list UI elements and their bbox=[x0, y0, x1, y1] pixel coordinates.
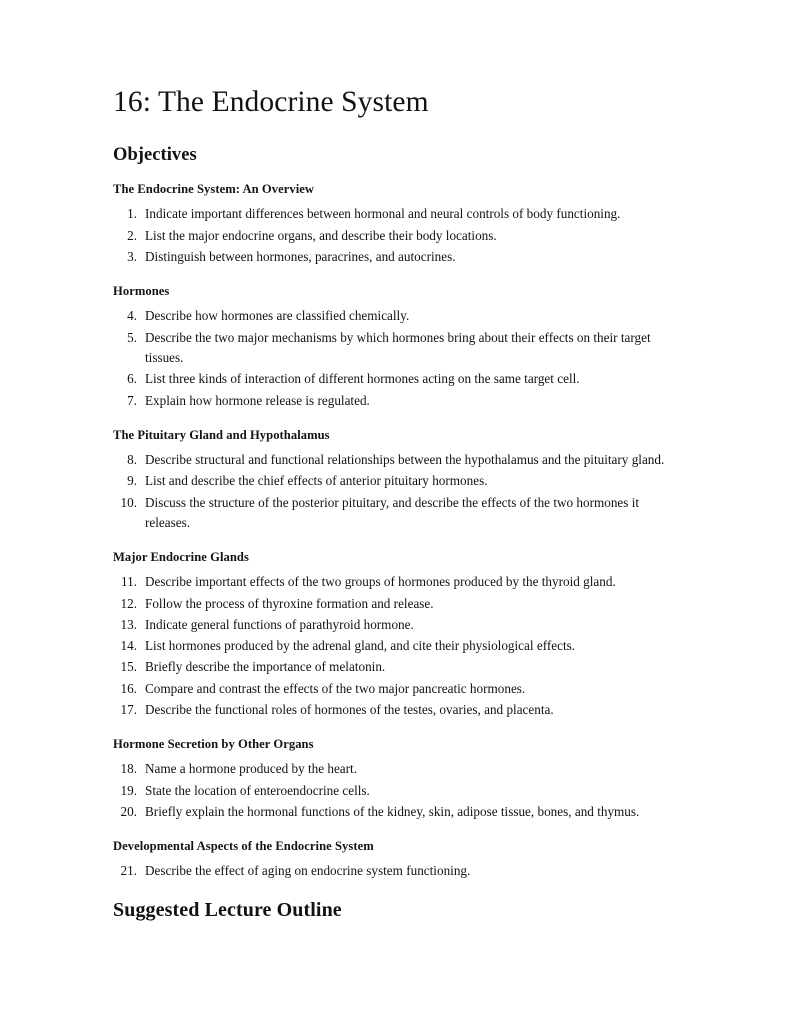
objective-item bbox=[113, 226, 679, 246]
objective-text: List hormones produced by the adrenal gland, and cite their physiological effects. bbox=[145, 638, 576, 654]
objective-item bbox=[113, 700, 679, 720]
page-title: 16: The Endocrine System bbox=[113, 86, 429, 118]
objective-text: Describe the effect of aging on endocrine system functioning. bbox=[145, 863, 471, 879]
objective-text: Describe important effects of the two groups of hormones produced by the thyroid gland. bbox=[145, 574, 616, 590]
objective-item bbox=[113, 636, 679, 656]
objective-number: 3. bbox=[127, 249, 137, 264]
objective-number: 17. bbox=[120, 702, 137, 718]
objective-text: Discuss the structure of the posterior pituitary, and describe the effects of the two hormones it releases. bbox=[145, 494, 640, 530]
objective-group-heading: The Endocrine System: An Overview bbox=[113, 182, 315, 197]
objective-text: List the major endocrine organs, and describe their body locations. bbox=[145, 227, 497, 243]
objective-group-heading: Developmental Aspects of the Endocrine System bbox=[113, 839, 374, 854]
objective-text: List three kinds of interaction of different hormones acting on the same target cell. bbox=[145, 371, 580, 387]
objective-item bbox=[113, 493, 679, 534]
objective-number: 21. bbox=[120, 863, 137, 879]
objective-text: Name a hormone produced by the heart. bbox=[145, 761, 358, 777]
objective-text: Describe how hormones are classified chemically. bbox=[145, 308, 410, 324]
objective-item bbox=[113, 802, 679, 822]
objective-group-heading: Hormones bbox=[113, 284, 170, 299]
objective-text: Follow the process of thyroxine formation and release. bbox=[145, 595, 434, 611]
objective-number: 4. bbox=[127, 308, 137, 324]
objective-number: 12. bbox=[120, 595, 137, 611]
objective-number: 14. bbox=[120, 638, 137, 654]
objective-number: 11. bbox=[121, 574, 137, 590]
objective-number: 5. bbox=[127, 329, 137, 345]
objective-list bbox=[113, 306, 679, 410]
objective-item bbox=[113, 391, 679, 411]
objective-number: 13. bbox=[120, 616, 137, 632]
objective-text: Describe structural and functional relationships between the hypothalamus and the pituitary gland. bbox=[145, 452, 665, 467]
objective-item bbox=[113, 204, 679, 224]
objective-group bbox=[113, 284, 679, 411]
objective-list bbox=[113, 450, 679, 533]
objective-group-heading: Hormone Secretion by Other Organs bbox=[113, 737, 314, 752]
objective-item bbox=[113, 369, 679, 389]
objective-item bbox=[113, 657, 679, 677]
objective-number: 15. bbox=[120, 659, 137, 675]
objective-text: Indicate general functions of parathyroid hormone. bbox=[145, 616, 414, 632]
objective-text: Indicate important differences between hormonal and neural controls of body functioning. bbox=[145, 206, 621, 222]
objective-group-heading: The Pituitary Gland and Hypothalamus bbox=[113, 427, 330, 442]
objective-item bbox=[113, 471, 679, 491]
objective-number: 18. bbox=[120, 761, 137, 777]
suggested-lecture-outline-heading: Suggested Lecture Outline bbox=[113, 899, 342, 921]
objective-text: Briefly explain the hormonal functions of the kidney, skin, adipose tissue, bones, and thymus. bbox=[145, 804, 640, 820]
objective-item bbox=[113, 759, 679, 779]
objective-text: State the location of enteroendocrine cells. bbox=[145, 782, 370, 798]
objective-number: 8. bbox=[127, 452, 137, 467]
objective-list bbox=[113, 759, 679, 822]
objective-list bbox=[113, 861, 679, 881]
objective-text: Compare and contrast the effects of the two major pancreatic hormones. bbox=[145, 680, 526, 696]
objective-number: 20. bbox=[120, 804, 137, 820]
objective-number: 16. bbox=[120, 680, 137, 696]
objective-item bbox=[113, 594, 679, 614]
objective-group bbox=[113, 839, 679, 881]
objective-text: Briefly describe the importance of melatonin. bbox=[145, 659, 386, 675]
objective-group bbox=[113, 737, 679, 822]
objective-group bbox=[113, 550, 679, 720]
objective-item bbox=[113, 306, 679, 326]
objective-item bbox=[113, 781, 679, 801]
objective-item bbox=[113, 679, 679, 699]
objective-number: 7. bbox=[127, 392, 137, 408]
objective-number: 6. bbox=[127, 371, 137, 387]
objective-item bbox=[113, 861, 679, 881]
objectives-groups bbox=[113, 182, 679, 881]
objective-text: Explain how hormone release is regulated. bbox=[145, 392, 370, 408]
objective-text: Distinguish between hormones, paracrines, and autocrines. bbox=[145, 249, 456, 264]
page-content bbox=[113, 86, 679, 883]
objective-item bbox=[113, 328, 679, 369]
objective-number: 10. bbox=[120, 494, 137, 510]
objective-group bbox=[113, 428, 679, 533]
objective-number: 1. bbox=[127, 206, 137, 222]
objective-number: 9. bbox=[127, 473, 137, 489]
objective-group-heading: Major Endocrine Glands bbox=[113, 550, 249, 565]
objective-item bbox=[113, 615, 679, 635]
objective-list bbox=[113, 204, 679, 267]
objective-item bbox=[113, 247, 679, 267]
objective-text: Describe the functional roles of hormones of the testes, ovaries, and placenta. bbox=[145, 702, 554, 718]
objective-text: Describe the two major mechanisms by which hormones bring about their effects on their target tissues. bbox=[145, 329, 651, 365]
objectives-heading: Objectives bbox=[113, 145, 197, 166]
objective-text: List and describe the chief effects of anterior pituitary hormones. bbox=[145, 473, 488, 489]
objective-item bbox=[113, 450, 679, 470]
objective-item bbox=[113, 572, 679, 592]
objective-number: 19. bbox=[120, 782, 137, 798]
objective-group bbox=[113, 182, 679, 267]
objective-number: 2. bbox=[127, 227, 137, 243]
objective-list bbox=[113, 572, 679, 720]
